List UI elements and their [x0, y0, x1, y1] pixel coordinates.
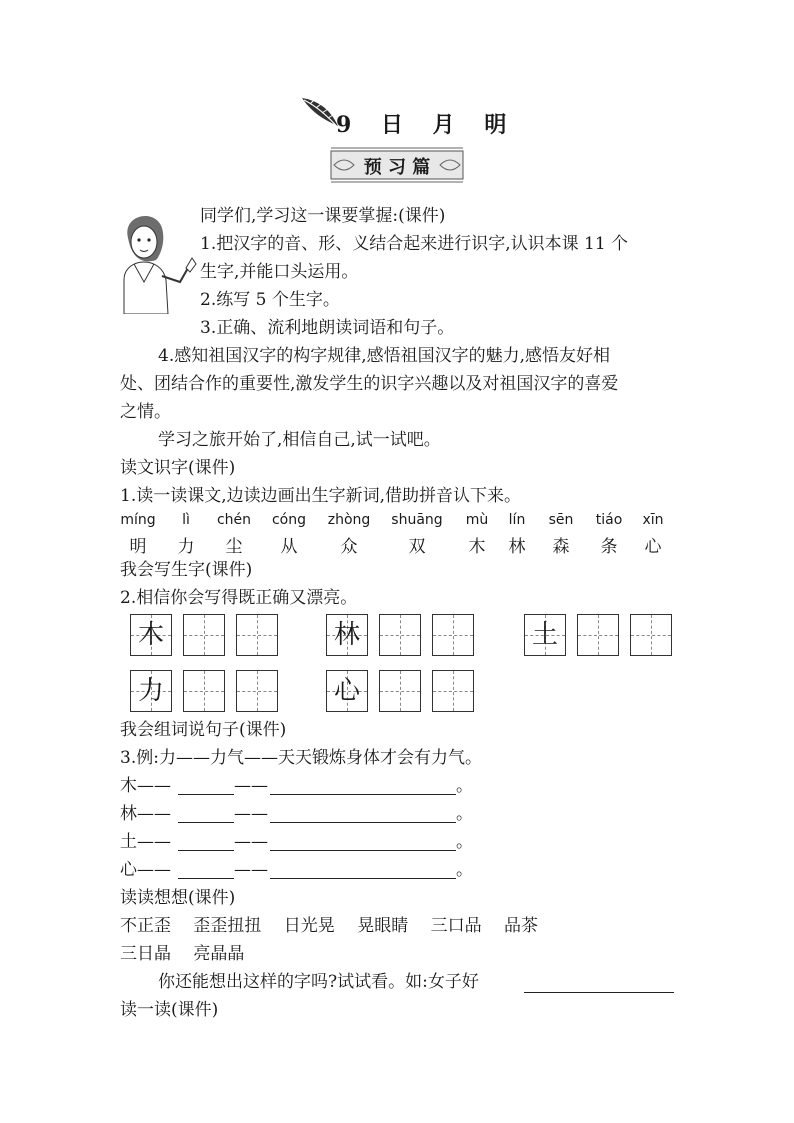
hanzi-11: 心	[644, 537, 662, 557]
sentence-blank[interactable]	[270, 804, 456, 823]
grid-cell-model	[130, 614, 172, 656]
pinyin-4: cóng	[271, 512, 307, 528]
fill-end: 。	[456, 776, 473, 796]
model-char: 木	[137, 620, 164, 650]
fill-char: 土	[120, 832, 137, 852]
goal-4-line2: 处、团结合作的重要性,激发学生的识字兴趣以及对祖国汉字的喜爱	[120, 374, 619, 394]
pinyin-1: míng	[120, 512, 156, 528]
vocab-hanzi-row	[0, 532, 794, 557]
fill-end: 。	[456, 804, 473, 824]
section3-example: 3.例:力——力气——天天锻炼身体才会有力气。	[120, 748, 482, 768]
fill-dash: ——	[137, 832, 171, 852]
grid-cell-blank[interactable]	[183, 614, 225, 656]
sentence-blank[interactable]	[270, 860, 456, 879]
grid-cell-blank[interactable]	[432, 670, 474, 712]
goal-1-line2: 生字,并能口头运用。	[200, 262, 359, 282]
hanzi-9: 森	[552, 537, 570, 557]
fill-row-tu	[120, 832, 480, 854]
grid-cell-blank[interactable]	[379, 670, 421, 712]
grid-cell-model	[326, 614, 368, 656]
encouragement: 学习之旅开始了,相信自己,试一试吧。	[158, 430, 441, 450]
pinyin-10: tiáo	[595, 512, 623, 528]
sentence-blank[interactable]	[270, 832, 456, 851]
grid-cell-blank[interactable]	[630, 614, 672, 656]
model-char: 心	[333, 676, 360, 706]
grid-cell-blank[interactable]	[379, 614, 421, 656]
goal-2: 2.练写 5 个生字。	[200, 290, 340, 310]
intro-line: 同学们,学习这一课要掌握:(课件)	[200, 206, 446, 226]
word-pairs-line1: 不正歪 歪歪扭扭 日光晃 晃眼睛 三口品 品茶	[120, 916, 539, 936]
goal-1-line1: 1.把汉字的音、形、义结合起来进行识字,认识本课 11 个	[200, 234, 629, 254]
preview-banner	[330, 145, 464, 185]
hanzi-7: 木	[468, 537, 486, 557]
fill-row-xin	[120, 860, 480, 882]
title-word-ri: 日	[380, 112, 403, 138]
writing-grid-xin	[326, 670, 474, 712]
lesson-title	[336, 108, 506, 139]
lesson-number: 9	[336, 112, 352, 138]
word-blank[interactable]	[178, 776, 234, 795]
pinyin-3: chén	[216, 512, 252, 528]
pinyin-5: zhòng	[327, 512, 371, 528]
word-blank[interactable]	[178, 804, 234, 823]
writing-grid-li	[130, 670, 278, 712]
banner-label: 预 习 篇	[363, 157, 431, 178]
section3-heading: 我会组词说句子(课件)	[120, 720, 287, 740]
fill-end: 。	[456, 860, 473, 880]
grid-cell-blank[interactable]	[577, 614, 619, 656]
section5-heading: 读一读(课件)	[120, 1000, 219, 1020]
goal-4-line1: 4.感知祖国汉字的构字规律,感悟祖国汉字的魅力,感悟友好相	[158, 346, 611, 366]
word-pairs-line2: 三日晶 亮晶晶	[120, 944, 245, 964]
grid-cell-blank[interactable]	[236, 614, 278, 656]
fill-dash: ——	[234, 776, 268, 796]
model-char: 土	[531, 620, 558, 650]
fill-dash: ——	[137, 776, 171, 796]
sentence-blank[interactable]	[270, 776, 456, 795]
section4-heading: 读读想想(课件)	[120, 888, 236, 908]
title-word-ming: 明	[484, 112, 507, 138]
writing-grid-lin	[326, 614, 474, 656]
grid-cell-model	[130, 670, 172, 712]
hanzi-4: 从	[280, 537, 298, 557]
fill-dash: ——	[137, 860, 171, 880]
hanzi-3: 尘	[225, 537, 243, 557]
writing-grid-tu	[524, 614, 672, 656]
pinyin-11: xīn	[642, 512, 664, 528]
word-blank[interactable]	[178, 860, 234, 879]
answer-blank[interactable]	[524, 974, 674, 993]
pinyin-8: lín	[508, 512, 526, 528]
pinyin-7: mù	[465, 512, 489, 528]
vocab-pinyin-row	[0, 512, 794, 530]
pinyin-6: shuāng	[391, 512, 443, 528]
model-char: 力	[137, 676, 164, 706]
hanzi-1: 明	[129, 537, 147, 557]
word-blank[interactable]	[178, 832, 234, 851]
hanzi-2: 力	[177, 537, 195, 557]
grid-cell-model	[524, 614, 566, 656]
fill-dash: ——	[137, 804, 171, 824]
pinyin-2: lì	[182, 512, 190, 528]
goal-3: 3.正确、流利地朗读词语和句子。	[200, 318, 455, 338]
fill-dash: ——	[234, 804, 268, 824]
fill-row-lin	[120, 804, 480, 826]
grid-cell-model	[326, 670, 368, 712]
section1-task: 1.读一读课文,边读边画出生字新词,借助拼音认下来。	[120, 486, 522, 506]
fill-dash: ——	[234, 832, 268, 852]
writing-grid-mu	[130, 614, 278, 656]
fill-row-mu	[120, 776, 480, 798]
fill-char: 木	[120, 776, 137, 796]
pinyin-9: sēn	[548, 512, 574, 528]
fill-end: 。	[456, 832, 473, 852]
model-char: 林	[333, 620, 360, 650]
section2-heading: 我会写生字(课件)	[120, 560, 253, 580]
hanzi-6: 双	[408, 537, 426, 557]
section2-task: 2.相信你会写得既正确又漂亮。	[120, 588, 358, 608]
goal-4-line3: 之情。	[120, 402, 171, 422]
section1-heading: 读文识字(课件)	[120, 458, 236, 478]
teacher-illustration	[104, 208, 200, 314]
hanzi-8: 林	[508, 537, 526, 557]
hanzi-10: 条	[600, 537, 618, 557]
hanzi-5: 众	[340, 537, 358, 557]
title-word-yue: 月	[432, 112, 455, 138]
fill-dash: ——	[234, 860, 268, 880]
section4-prompt: 你还能想出这样的字吗?试试看。如:女子好	[158, 972, 479, 992]
grid-cell-blank[interactable]	[432, 614, 474, 656]
fill-char: 林	[120, 804, 137, 824]
grid-cell-blank[interactable]	[183, 670, 225, 712]
fill-char: 心	[120, 860, 137, 880]
grid-cell-blank[interactable]	[236, 670, 278, 712]
